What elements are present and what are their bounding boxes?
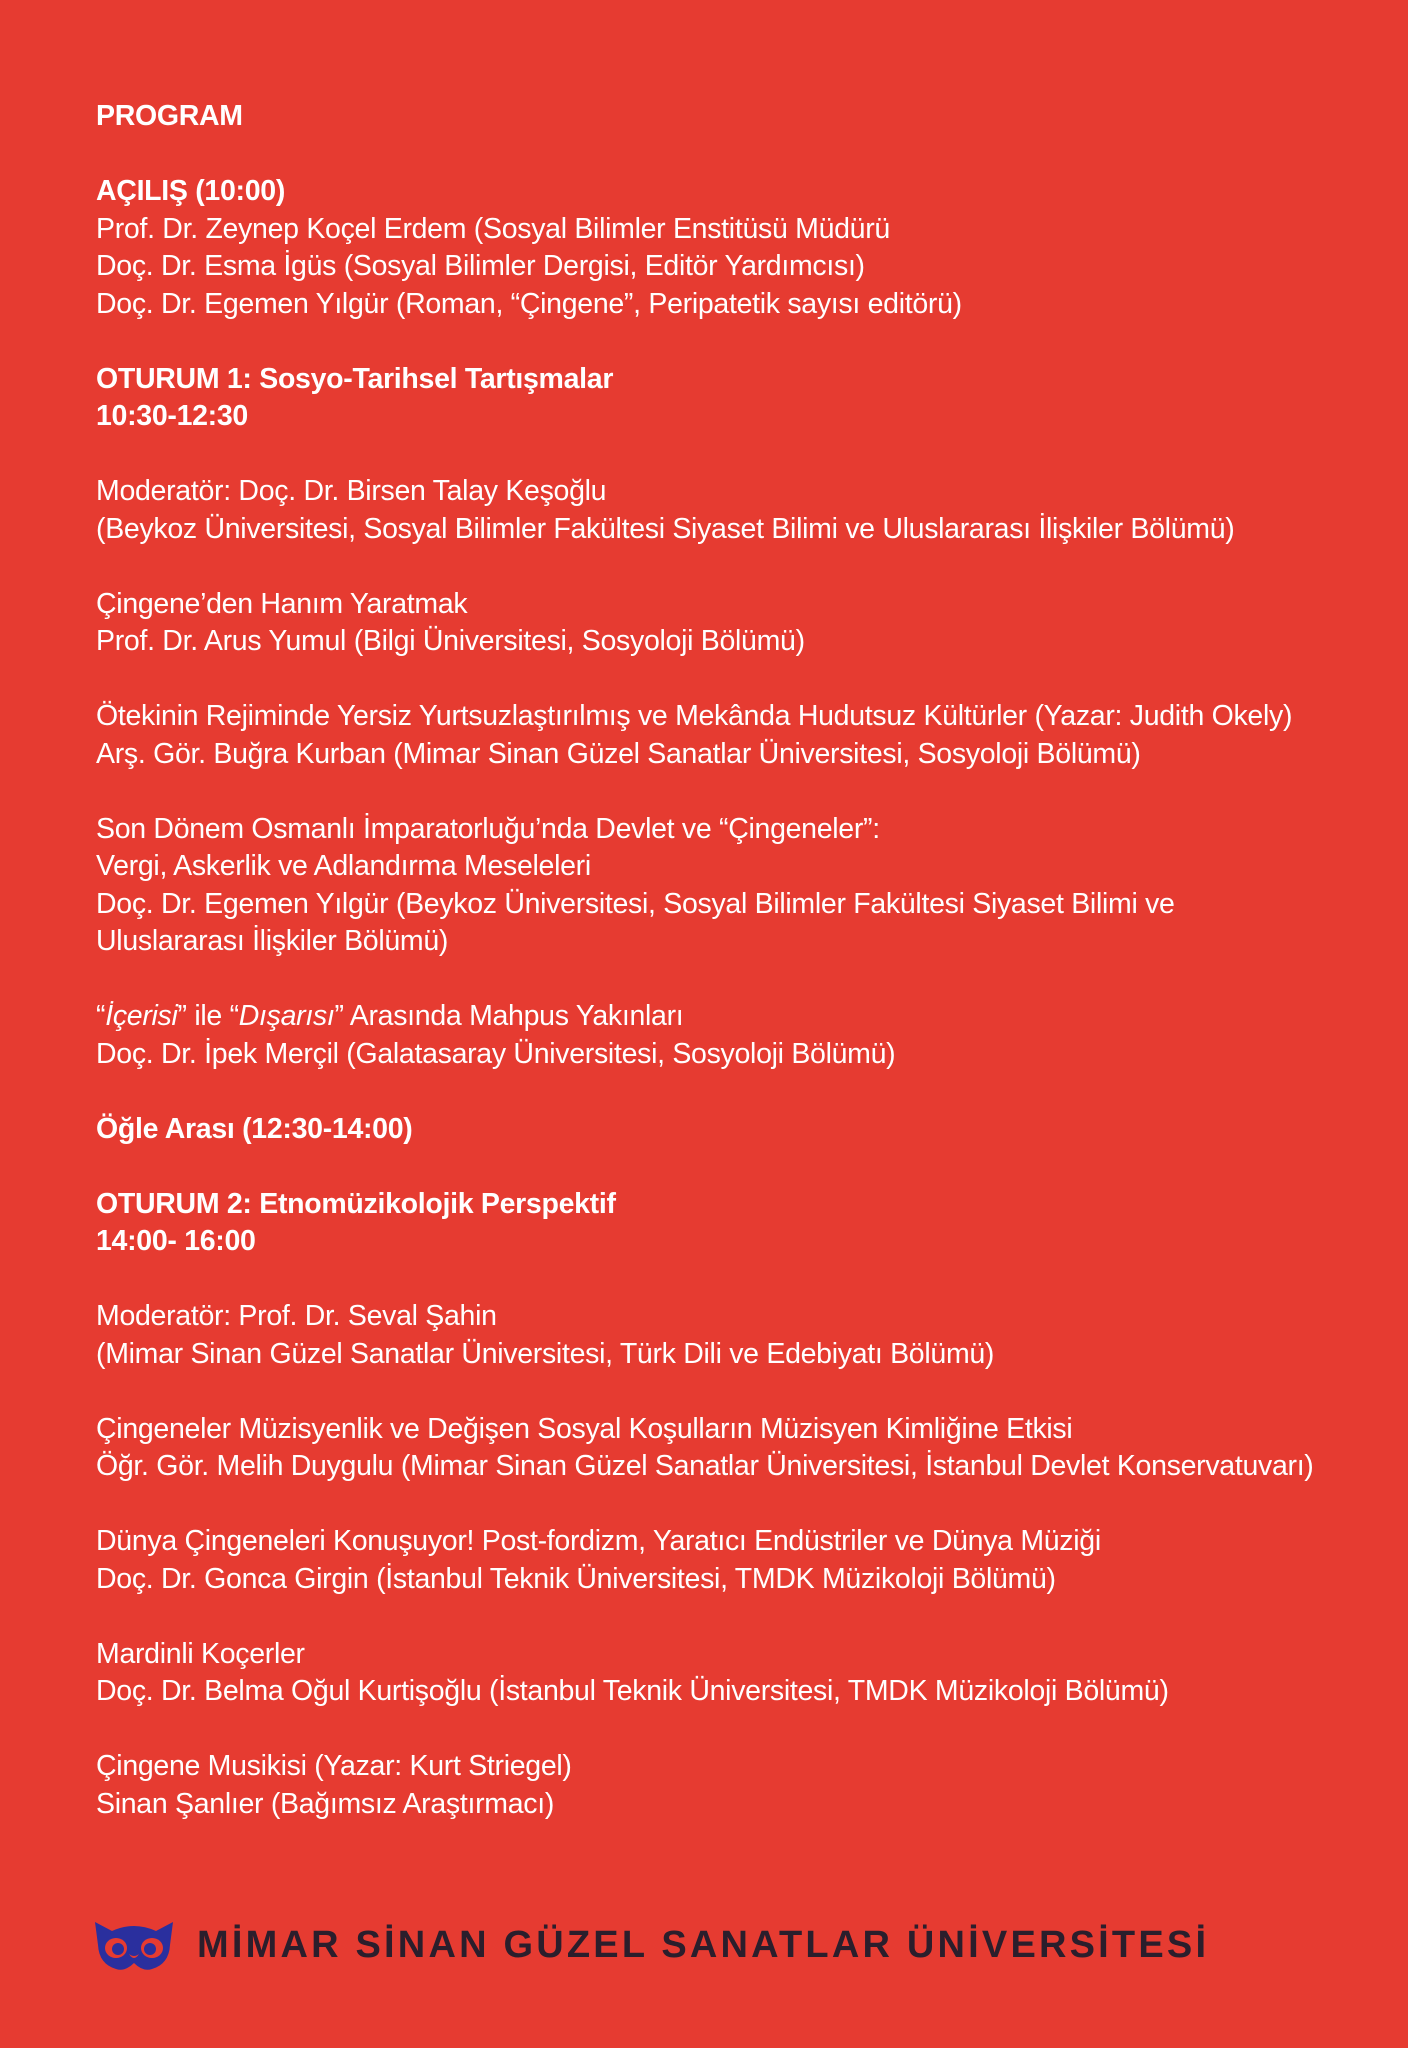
talk-title: [96, 998, 1386, 1036]
talk-title: Mardinli Koçerler: [96, 1637, 305, 1670]
talk-title: Çingene Musikisi (Yazar: Kurt Striegel): [96, 1750, 572, 1782]
session2-heading: OTURUM 2: Etnomüzikolojik Perspektif: [96, 1187, 616, 1220]
talk-speaker: Doç. Dr. Gonca Girgin (İstanbul Teknik Üniversitesi, TMDK Müzikoloji Bölümü): [96, 1562, 1056, 1595]
spacer: [96, 436, 1386, 474]
opening-heading: AÇILIŞ (10:00): [96, 175, 286, 207]
university-name: MİMAR SİNAN GÜZEL SANATLAR ÜNİVERSİTESİ: [197, 1923, 1210, 1966]
talk-speaker: Doç. Dr. Egemen Yılgür (Beykoz Üniversitesi, Sosyal Bilimler Fakültesi Siyaset Bilimi ve: [96, 887, 1175, 920]
lunch-break: Öğle Arası (12:30-14:00): [96, 1112, 413, 1145]
spacer: [96, 1711, 1386, 1749]
talk-title-italic: İçerisi: [105, 1000, 178, 1032]
session1-moderator: Moderatör: Doç. Dr. Birsen Talay Keşoğlu: [96, 475, 607, 507]
talk-speaker: Sinan Şanlıer (Bağımsız Araştırmacı): [96, 1787, 555, 1820]
spacer: [96, 1373, 1386, 1411]
spacer: [96, 773, 1386, 811]
footer: [93, 1915, 1209, 1975]
opening-speaker: Doç. Dr. Egemen Yılgür (Roman, “Çingene”, Peripatetik sayısı editörü): [96, 287, 962, 320]
talk-speaker: Doç. Dr. İpek Merçil (Galatasaray Üniversitesi, Sosyoloji Bölümü): [96, 1037, 896, 1070]
session2-moderator-affiliation: (Mimar Sinan Güzel Sanatlar Üniversitesi, Türk Dili ve Edebiyatı Bölümü): [96, 1337, 995, 1370]
talk-title: Dünya Çingeneleri Konuşuyor! Post-fordizm, Yaratıcı Endüstriler ve Dünya Müziği: [96, 1525, 1101, 1557]
talk-speaker: Öğr. Gör. Melih Duygulu (Mimar Sinan Güzel Sanatlar Üniversitesi, İstanbul Devlet Konservatuvarı): [96, 1450, 1314, 1482]
spacer: [96, 961, 1386, 999]
talk-title: Ötekinin Rejiminde Yersiz Yurtsuzlaştırılmış ve Mekânda Hudutsuz Kültürler (Yazar: Judith Okely): [96, 700, 1293, 732]
spacer: [96, 323, 1386, 361]
session1-moderator-affiliation: (Beykoz Üniversitesi, Sosyal Bilimler Fakültesi Siyaset Bilimi ve Uluslararası İlişkiler Bölümü): [96, 512, 1235, 545]
opening-speaker: Prof. Dr. Zeynep Koçel Erdem (Sosyal Bilimler Enstitüsü Müdürü: [96, 212, 890, 245]
talk-title: Çingeneler Müzisyenlik ve Değişen Sosyal Koşulların Müzisyen Kimliğine Etkisi: [96, 1412, 1073, 1445]
spacer: [96, 1261, 1386, 1299]
spacer: [96, 1073, 1386, 1111]
session2-time: 14:00- 16:00: [96, 1225, 256, 1257]
opening-speaker: Doç. Dr. Esma İgüs (Sosyal Bilimler Dergisi, Editör Yardımcısı): [96, 250, 865, 282]
spacer: [96, 661, 1386, 699]
talk-speaker: Arş. Gör. Buğra Kurban (Mimar Sinan Güzel Sanatlar Üniversitesi, Sosyoloji Bölümü): [96, 737, 1141, 770]
talk-title: Son Dönem Osmanlı İmparatorluğu’nda Devlet ve “Çingeneler”:: [96, 812, 880, 845]
talk-speaker: Doç. Dr. Belma Oğul Kurtişoğlu (İstanbul Teknik Üniversitesi, TMDK Müzikoloji Bölümü): [96, 1675, 1169, 1707]
talk-title-part: ” ile “: [177, 1000, 239, 1032]
talk-speaker: Prof. Dr. Arus Yumul (Bilgi Üniversitesi, Sosyoloji Bölümü): [96, 625, 805, 657]
spacer: [96, 136, 1386, 174]
talk-speaker: Uluslararası İlişkiler Bölümü): [96, 925, 449, 957]
program-title: PROGRAM: [96, 100, 243, 132]
spacer: [96, 548, 1386, 586]
talk-title-part: ” Arasında Mahpus Yakınları: [334, 1000, 684, 1032]
owl-logo-icon: [93, 1918, 175, 1972]
session2-moderator: Moderatör: Prof. Dr. Seval Şahin: [96, 1300, 497, 1332]
spacer: [96, 1486, 1386, 1524]
talk-title-part: “: [96, 1000, 106, 1032]
spacer: [96, 1598, 1386, 1636]
session1-time: 10:30-12:30: [96, 400, 248, 432]
talk-title: Çingene’den Hanım Yaratmak: [96, 587, 468, 620]
talk-title: Vergi, Askerlik ve Adlandırma Meseleleri: [96, 850, 591, 882]
talk-title-italic: Dışarısı: [238, 1000, 335, 1032]
session1-heading: OTURUM 1: Sosyo-Tarihsel Tartışmalar: [96, 362, 614, 395]
spacer: [96, 1148, 1386, 1186]
program-content: [96, 98, 1386, 1823]
